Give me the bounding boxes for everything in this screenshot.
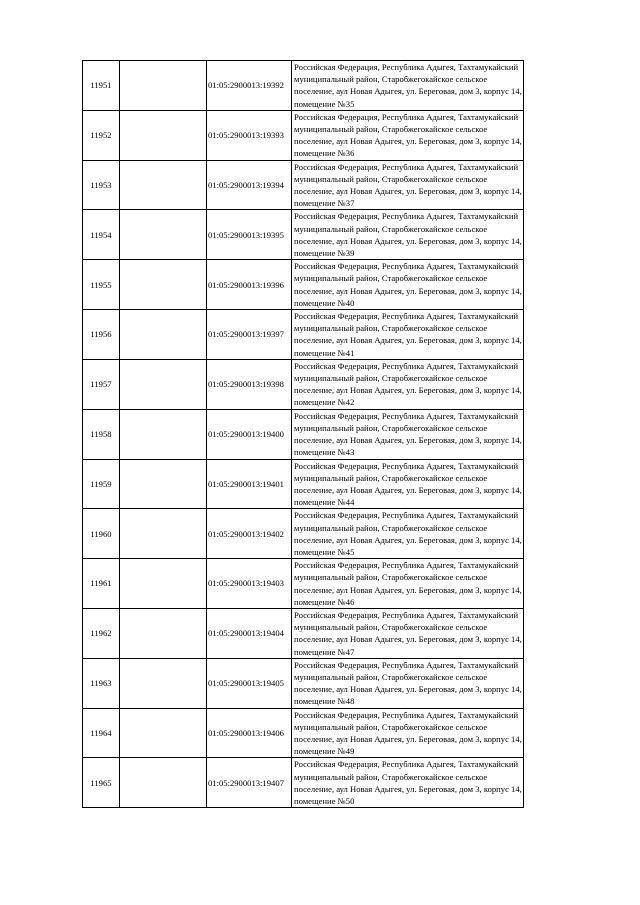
- table-row: [83, 260, 524, 310]
- address-cell: Российская Федерация, Республика Адыгея, Тахтамукайский муниципальный район, Старобжегокайское сельское поселение, аул Новая Адыгея, ул. Береговая, дом 3, корпус 14, помещение №44: [292, 459, 524, 509]
- cadastral-number-cell: 01:05:2900013:19406: [207, 708, 292, 758]
- address-cell: Российская Федерация, Республика Адыгея, Тахтамукайский муниципальный район, Старобжегокайское сельское поселение, аул Новая Адыгея, ул. Береговая, дом 3, корпус 14, помещение №36: [292, 110, 524, 160]
- empty-cell: [120, 260, 207, 310]
- row-number-cell: 11964: [83, 708, 120, 758]
- empty-cell: [120, 359, 207, 409]
- cadastral-number-cell: 01:05:2900013:19395: [207, 210, 292, 260]
- row-number-cell: 11959: [83, 459, 120, 509]
- address-cell: Российская Федерация, Республика Адыгея, Тахтамукайский муниципальный район, Старобжегокайское сельское поселение, аул Новая Адыгея, ул. Береговая, дом 3, корпус 14, помещение №47: [292, 608, 524, 658]
- cadastral-number-cell: 01:05:2900013:19393: [207, 110, 292, 160]
- registry-table-body: [83, 61, 524, 808]
- empty-cell: [120, 310, 207, 360]
- table-row: [83, 160, 524, 210]
- cadastral-number-cell: 01:05:2900013:19401: [207, 459, 292, 509]
- empty-cell: [120, 459, 207, 509]
- empty-cell: [120, 559, 207, 609]
- table-row: [83, 61, 524, 111]
- cadastral-number-cell: 01:05:2900013:19403: [207, 559, 292, 609]
- cadastral-number-cell: 01:05:2900013:19392: [207, 61, 292, 111]
- registry-table: [82, 60, 524, 808]
- row-number-cell: 11965: [83, 758, 120, 808]
- table-row: [83, 210, 524, 260]
- address-cell: Российская Федерация, Республика Адыгея, Тахтамукайский муниципальный район, Старобжегокайское сельское поселение, аул Новая Адыгея, ул. Береговая, дом 3, корпус 14, помещение №41: [292, 310, 524, 360]
- cadastral-number-cell: 01:05:2900013:19404: [207, 608, 292, 658]
- table-row: [83, 608, 524, 658]
- row-number-cell: 11952: [83, 110, 120, 160]
- row-number-cell: 11953: [83, 160, 120, 210]
- table-row: [83, 359, 524, 409]
- empty-cell: [120, 210, 207, 260]
- empty-cell: [120, 658, 207, 708]
- cadastral-number-cell: 01:05:2900013:19405: [207, 658, 292, 708]
- row-number-cell: 11961: [83, 559, 120, 609]
- address-cell: Российская Федерация, Республика Адыгея, Тахтамукайский муниципальный район, Старобжегокайское сельское поселение, аул Новая Адыгея, ул. Береговая, дом 3, корпус 14, помещение №46: [292, 559, 524, 609]
- row-number-cell: 11962: [83, 608, 120, 658]
- table-row: [83, 758, 524, 808]
- row-number-cell: 11956: [83, 310, 120, 360]
- empty-cell: [120, 608, 207, 658]
- table-row: [83, 459, 524, 509]
- table-row: [83, 509, 524, 559]
- empty-cell: [120, 61, 207, 111]
- address-cell: Российская Федерация, Республика Адыгея, Тахтамукайский муниципальный район, Старобжегокайское сельское поселение, аул Новая Адыгея, ул. Береговая, дом 3, корпус 14, помещение №49: [292, 708, 524, 758]
- empty-cell: [120, 110, 207, 160]
- table-row: [83, 409, 524, 459]
- row-number-cell: 11955: [83, 260, 120, 310]
- empty-cell: [120, 409, 207, 459]
- row-number-cell: 11957: [83, 359, 120, 409]
- document-page: [82, 60, 523, 808]
- empty-cell: [120, 708, 207, 758]
- row-number-cell: 11958: [83, 409, 120, 459]
- table-row: [83, 310, 524, 360]
- table-row: [83, 559, 524, 609]
- cadastral-number-cell: 01:05:2900013:19397: [207, 310, 292, 360]
- table-row: [83, 658, 524, 708]
- empty-cell: [120, 758, 207, 808]
- row-number-cell: 11954: [83, 210, 120, 260]
- address-cell: Российская Федерация, Республика Адыгея, Тахтамукайский муниципальный район, Старобжегокайское сельское поселение, аул Новая Адыгея, ул. Береговая, дом 3, корпус 14, помещение №50: [292, 758, 524, 808]
- address-cell: Российская Федерация, Республика Адыгея, Тахтамукайский муниципальный район, Старобжегокайское сельское поселение, аул Новая Адыгея, ул. Береговая, дом 3, корпус 14, помещение №37: [292, 160, 524, 210]
- cadastral-number-cell: 01:05:2900013:19396: [207, 260, 292, 310]
- row-number-cell: 11960: [83, 509, 120, 559]
- empty-cell: [120, 160, 207, 210]
- cadastral-number-cell: 01:05:2900013:19407: [207, 758, 292, 808]
- address-cell: Российская Федерация, Республика Адыгея, Тахтамукайский муниципальный район, Старобжегокайское сельское поселение, аул Новая Адыгея, ул. Береговая, дом 3, корпус 14, помещение №48: [292, 658, 524, 708]
- cadastral-number-cell: 01:05:2900013:19398: [207, 359, 292, 409]
- address-cell: Российская Федерация, Республика Адыгея, Тахтамукайский муниципальный район, Старобжегокайское сельское поселение, аул Новая Адыгея, ул. Береговая, дом 3, корпус 14, помещение №43: [292, 409, 524, 459]
- row-number-cell: 11951: [83, 61, 120, 111]
- table-row: [83, 708, 524, 758]
- cadastral-number-cell: 01:05:2900013:19400: [207, 409, 292, 459]
- address-cell: Российская Федерация, Республика Адыгея, Тахтамукайский муниципальный район, Старобжегокайское сельское поселение, аул Новая Адыгея, ул. Береговая, дом 3, корпус 14, помещение №35: [292, 61, 524, 111]
- empty-cell: [120, 509, 207, 559]
- address-cell: Российская Федерация, Республика Адыгея, Тахтамукайский муниципальный район, Старобжегокайское сельское поселение, аул Новая Адыгея, ул. Береговая, дом 3, корпус 14, помещение №42: [292, 359, 524, 409]
- cadastral-number-cell: 01:05:2900013:19394: [207, 160, 292, 210]
- row-number-cell: 11963: [83, 658, 120, 708]
- address-cell: Российская Федерация, Республика Адыгея, Тахтамукайский муниципальный район, Старобжегокайское сельское поселение, аул Новая Адыгея, ул. Береговая, дом 3, корпус 14, помещение №40: [292, 260, 524, 310]
- address-cell: Российская Федерация, Республика Адыгея, Тахтамукайский муниципальный район, Старобжегокайское сельское поселение, аул Новая Адыгея, ул. Береговая, дом 3, корпус 14, помещение №45: [292, 509, 524, 559]
- table-row: [83, 110, 524, 160]
- address-cell: Российская Федерация, Республика Адыгея, Тахтамукайский муниципальный район, Старобжегокайское сельское поселение, аул Новая Адыгея, ул. Береговая, дом 3, корпус 14, помещение №39: [292, 210, 524, 260]
- cadastral-number-cell: 01:05:2900013:19402: [207, 509, 292, 559]
